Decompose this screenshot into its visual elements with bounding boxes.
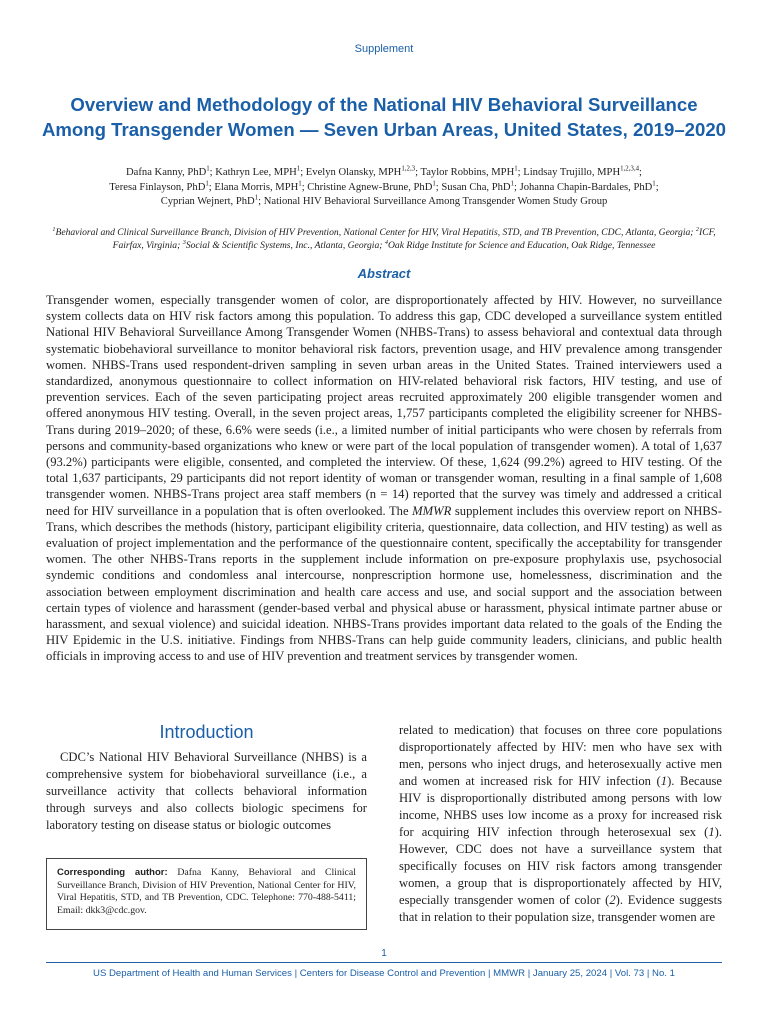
author: Elana Morris, MPH bbox=[214, 181, 299, 193]
author-list: Dafna Kanny, PhD$^1$; Kathryn Lee, MPH$^1$; Evelyn Olansky, MPH$^{1,2,3}$; Taylor Robbins, MPH$^1$; Lindsay Trujillo, MPH$^{1,2,3,4}$; Teresa Finlayson, PhD$^1$; Elana Morris, MPH$^1$; Christine Agnew-Brune, PhD$^1$; Susan Cha, PhD$^1$; Johanna Chapin-Bardales, PhD$^1$; Cyprian Wejnert, PhD$^1$; National HIV Behavioral Surveillance Among Transgender Women Study Group bbox=[109, 165, 659, 207]
author: Johanna Chapin-Bardales, PhD bbox=[519, 181, 653, 193]
author: Cyprian Wejnert, PhD bbox=[160, 196, 255, 207]
intro-left-column bbox=[46, 720, 367, 834]
intro-paragraph-continued: related to medication) that focuses on three core populations disproportionately affected by HIV: men who have sex with men, persons who inject drugs, and heterosexually active men and women at increased risk for HIV infection (1). Because HIV is disproportionally distributed among persons with low income, NHBS uses low income as a proxy for increased risk for acquiring HIV infection through heterosexual sex (1). However, CDC does not have a surveillance system that specifically focuses on HIV risk factors among transgender women, a group that is disproportionately affected by HIV, especially transgender women of color (2). Evidence suggests that in relation to their population size, transgender women are bbox=[399, 723, 723, 924]
page-number: 1 bbox=[381, 948, 387, 959]
intro-right-column bbox=[399, 722, 722, 926]
reference-link[interactable]: 1 bbox=[708, 825, 715, 839]
author: Kathryn Lee, MPH bbox=[215, 167, 297, 178]
footer-divider bbox=[46, 962, 722, 963]
abstract-heading: Abstract bbox=[357, 266, 411, 281]
author: Dafna Kanny, PhD bbox=[126, 167, 207, 178]
corresponding-author-box bbox=[46, 858, 367, 930]
article-title: Overview and Methodology of the National HIV Behavioral Surveillance Among Transgender Women — Seven Urban Areas, United States, 2019–2020 bbox=[41, 94, 727, 140]
reference-link[interactable]: 1 bbox=[660, 774, 668, 788]
abstract-text: Transgender women, especially transgender women of color, are disproportionately affected by HIV. However, no surveillance system collects data on HIV risk factors among this population. To address this gap, CDC developed a surveillance system entitled National HIV Behavioral Surveillance Among Transgender Women (NHBS-Trans) to assess behavioral and contextual data through systematic biobehavioral surveillance to monitor behavioral risk factors, prevention usage, and HIV prevalence among transgender women. NHBS-Trans used respondent-driven sampling in seven urban areas in the United States. Trained interviewers used a standardized, anonymous questionnaire to collect information on HIV-related behavioral risk factors, HIV testing, and use of prevention services. Each of the seven participating project areas recruited approximately 200 eligible transgender women and offered anonymous HIV testing. Overall, in the seven project areas, 1,757 participants completed the eligibility screener for NHBS-Trans during 2019–2020; of these, 6.6% were seeds (i.e., a limited number of initial participants who were chosen by referrals from persons and community-based organizations who knew or were part of the local population of transgender women). A total of 1,637 (93.2%) participants were eligible, consented, and completed the interview. Of these, 1,624 (99.2%) agreed to HIV testing. Of the total 1,637 participants, 29 participants did not report identity of woman or transgender woman, resulting in a final sample of 1,608 transgender women. NHBS-Trans project area staff members (n = 14) reported that the survey was timely and addressed a critical need for HIV surveillance in a population that is often overlooked. The MMWR supplement includes this overview report on NHBS-Trans, which describes the methods (history, participant eligibility criteria, questionnaire, data collection, and HIV testing) as well as evaluation of project implementation and the performance of the questionnaire content, specifically the acceptability for transgender women. The other NHBS-Trans reports in the supplement include information on pre-exposure prophylaxis use, psychosocial syndemic conditions and condomless anal intercourse, nonprescription hormone use, homelessness, discrimination and the association between employment discrimination and health care access and use, and social support and the association between certain types of violence and harassment (gender-based verbal and physical abuse or harassment, physical intimate partner abuse or harassment, and sexual violence) and suicidal ideation. NHBS-Trans provides important data related to the goals of the Ending the HIV Epidemic in the U.S. initiative. Findings from NHBS-Trans can help guide community leaders, clinicians, and public health officials in improving access to and use of HIV prevention and treatment services by transgender women. bbox=[46, 293, 722, 664]
author: Teresa Finlayson, PhD bbox=[109, 181, 206, 193]
supplement-label: Supplement bbox=[354, 43, 414, 55]
corresponding-author-text: Dafna Kanny, Behavioral and Clinical Surveillance Branch, Division of HIV Prevention, National Center for HIV, Viral Hepatitis, STD, and TB Prevention, CDC. Telephone: 770-488-5411; Email: dkk3@cdc.gov. bbox=[57, 867, 356, 916]
author: Evelyn Olansky, MPH bbox=[305, 167, 402, 178]
author: Susan Cha, PhD bbox=[441, 181, 511, 193]
corresponding-author-label: Corresponding author: bbox=[57, 867, 168, 878]
author: Lindsay Trujillo, MPH bbox=[523, 167, 621, 178]
introduction-heading: Introduction bbox=[159, 722, 254, 742]
reference-link[interactable]: 2 bbox=[609, 893, 616, 907]
author: Taylor Robbins, MPH bbox=[420, 167, 515, 178]
intro-paragraph: CDC’s National HIV Behavioral Surveillance (NHBS) is a comprehensive system for biobehavioral surveillance (i.e., a surveillance activity that collects behavioral information through surveys and also collects biologic specimens for laboratory testing on disease status or biologic outcomes bbox=[46, 750, 367, 832]
author: Christine Agnew-Brune, PhD bbox=[307, 181, 433, 193]
study-group: National HIV Behavioral Surveillance Among Transgender Women Study Group bbox=[263, 196, 608, 207]
page-footer: US Department of Health and Human Services | Centers for Disease Control and Prevention | MMWR | January 25, 2024 | Vol. 73 | No. 1 bbox=[93, 968, 675, 979]
affiliations: $^1$Behavioral and Clinical Surveillance Branch, Division of HIV Prevention, National Center for HIV, Viral Hepatitis, STD, and TB Prevention, CDC, Atlanta, Georgia; $^2$ICF, Fairfax, Virginia; $^3$Social & Scientific Systems, Inc., Atlanta, Georgia; $^4$Oak Ridge Institute for Science and Education, Oak Ridge, Tennessee bbox=[52, 225, 716, 251]
